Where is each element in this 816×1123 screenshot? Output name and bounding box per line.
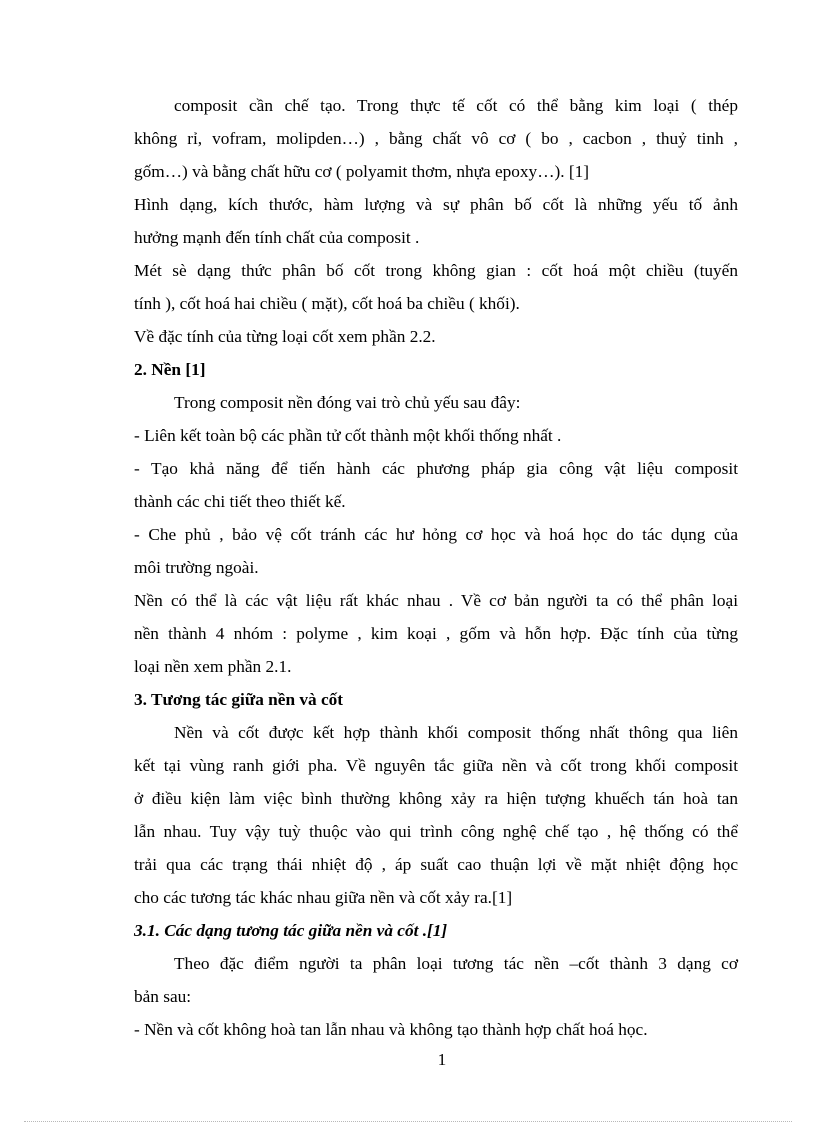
page-number: 1	[437, 1050, 447, 1069]
paragraph-line: môi trường ngoài.	[134, 558, 259, 577]
paragraph-line: không rỉ, vofram, molipden…) , bằng chất vô cơ ( bo , cacbon , thuỷ tinh ,	[134, 129, 738, 148]
list-item: - Tạo khả năng để tiến hành các phương pháp gia công vật liệu composit	[134, 459, 738, 478]
list-item: - Liên kết toàn bộ các phần tử cốt thành một khối thống nhất .	[134, 426, 562, 445]
list-item: - Nền và cốt không hoà tan lẫn nhau và không tạo thành hợp chất hoá học.	[134, 1020, 648, 1039]
paragraph-line: trải qua các trạng thái nhiệt độ , áp suất cao thuận lợi về mặt nhiệt động học	[134, 855, 738, 874]
paragraph-line: ở điều kiện làm việc bình thường không xảy ra hiện tượng khuếch tán hoà tan	[134, 789, 738, 808]
paragraph-line: lẫn nhau. Tuy vậy tuỳ thuộc vào qui trình công nghệ chế tạo , hệ thống có thể	[134, 822, 738, 841]
section-heading: 2. Nền [1]	[134, 360, 206, 379]
section-heading: 3. Tương tác giữa nền và cốt	[134, 690, 344, 709]
paragraph-line: bản sau:	[134, 987, 192, 1006]
paragraph-line: Theo đặc điểm người ta phân loại tương tác nền –cốt thành 3 dạng cơ	[174, 954, 738, 973]
paragraph-line: Nền và cốt được kết hợp thành khối composit thống nhất thông qua liên	[174, 723, 738, 742]
paragraph-line: hưởng mạnh đến tính chất của composit .	[134, 228, 420, 247]
list-item: - Che phủ , bảo vệ cốt tránh các hư hỏng cơ học và hoá học do tác dụng của	[134, 525, 738, 544]
page-edge-divider	[24, 1121, 792, 1122]
paragraph-line: nền thành 4 nhóm : polyme , kim koại , gốm và hỗn hợp. Đặc tính của từng	[134, 624, 738, 643]
paragraph-line: kết tại vùng ranh giới pha. Về nguyên tắc giữa nền và cốt trong khối composit	[134, 756, 738, 775]
paragraph-line: Về đặc tính của từng loại cốt xem phần 2.2.	[134, 327, 436, 346]
paragraph-line: loại nền xem phần 2.1.	[134, 657, 292, 676]
paragraph-line: thành các chi tiết theo thiết kế.	[134, 492, 346, 511]
paragraph-line: Nền có thể là các vật liệu rất khác nhau . Về cơ bản người ta có thể phân loại	[134, 591, 738, 610]
paragraph-line: tính ), cốt hoá hai chiều ( mặt), cốt hoá ba chiều ( khối).	[134, 294, 520, 313]
paragraph-line: Mét sè dạng thức phân bố cốt trong không gian : cốt hoá một chiều (tuyến	[134, 261, 738, 280]
paragraph-line: Hình dạng, kích thước, hàm lượng và sự phân bố cốt là những yếu tố ảnh	[134, 195, 738, 214]
subsection-heading: 3.1. Các dạng tương tác giữa nền và cốt .[1]	[134, 921, 448, 940]
paragraph-line: Trong composit nền đóng vai trò chủ yếu sau đây:	[174, 393, 521, 412]
paragraph-line: gốm…) và bằng chất hữu cơ ( polyamit thơm, nhựa epoxy…). [1]	[134, 162, 590, 181]
paragraph-line: cho các tương tác khác nhau giữa nền và cốt xảy ra.[1]	[134, 888, 513, 907]
paragraph-line: composit cần chế tạo. Trong thực tế cốt có thể bằng kim loại ( thép	[174, 96, 738, 115]
